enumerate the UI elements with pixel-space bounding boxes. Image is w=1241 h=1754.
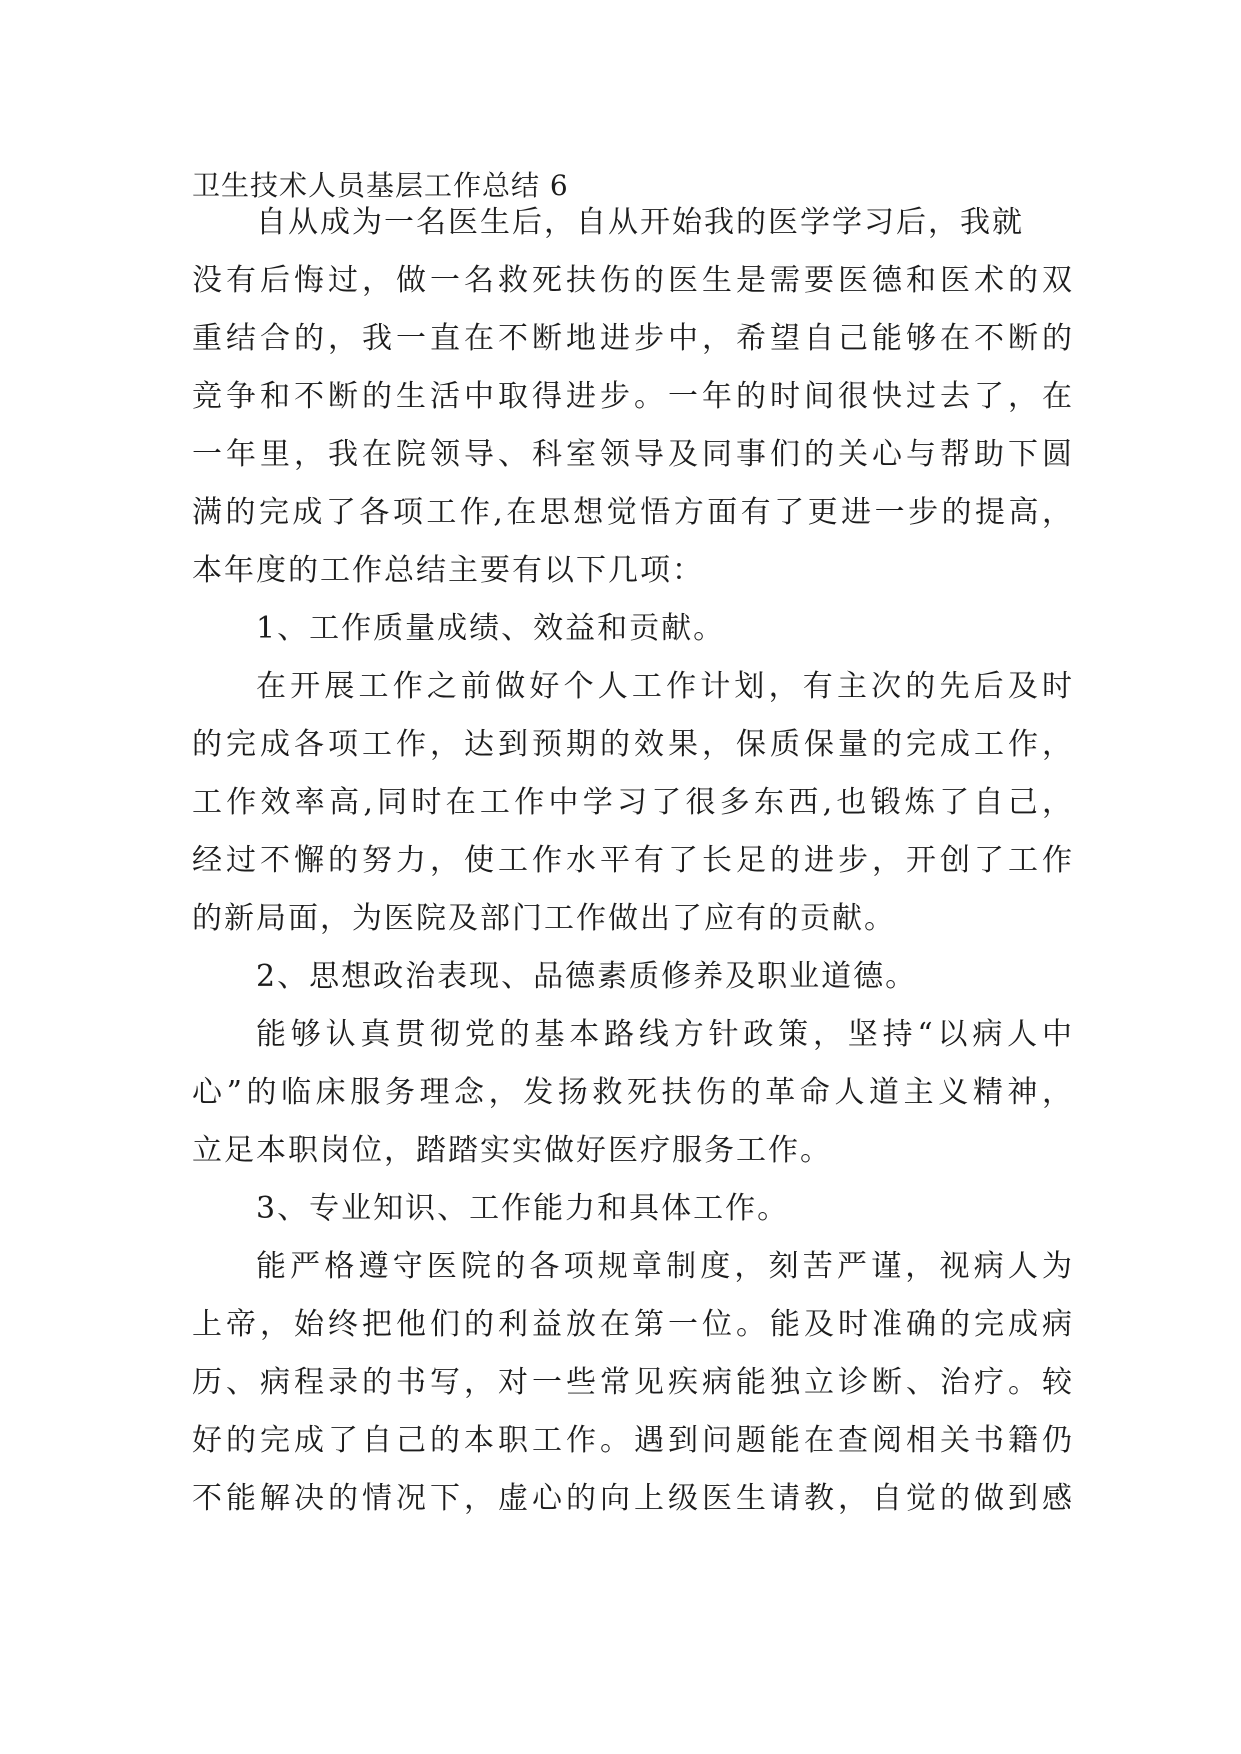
text-line-11: 工作效率高,同时在工作中学习了很多东西,也锻炼了自己，	[192, 785, 1072, 820]
text-line-16: 心”的临床服务理念，发扬救死扶伤的革命人道主义精神，	[192, 1075, 1072, 1110]
section-heading-2: 2、思想政治表现、品德素质修养及职业道德。	[256, 959, 918, 994]
text-line-22: 好的完成了自己的本职工作。遇到问题能在查阅相关书籍仍	[192, 1423, 1072, 1458]
section-heading-1: 1、工作质量成绩、效益和贡献。	[256, 611, 726, 646]
text-line-3: 重结合的，我一直在不断地进步中，希望自己能够在不断的	[192, 321, 1072, 356]
text-line-12: 经过不懈的努力，使工作水平有了长足的进步，开创了工作	[192, 843, 1072, 878]
text-line-2: 没有后悔过，做一名救死扶伤的医生是需要医德和医术的双	[192, 263, 1072, 298]
section-heading-3: 3、专业知识、工作能力和具体工作。	[256, 1191, 790, 1226]
text-line-9: 在开展工作之前做好个人工作计划，有主次的先后及时	[256, 669, 1072, 704]
text-line-10: 的完成各项工作，达到预期的效果，保质保量的完成工作，	[192, 727, 1072, 762]
document-title: 卫生技术人员基层工作总结 6	[192, 169, 569, 202]
text-line-17: 立足本职岗位，踏踏实实做好医疗服务工作。	[192, 1133, 832, 1168]
text-line-7: 本年度的工作总结主要有以下几项：	[192, 553, 704, 588]
text-line-5: 一年里，我在院领导、科室领导及同事们的关心与帮助下圆	[192, 437, 1072, 472]
text-line-6: 满的完成了各项工作,在思想觉悟方面有了更进一步的提高，	[192, 495, 1072, 530]
text-line-15: 能够认真贯彻党的基本路线方针政策，坚持“以病人中	[256, 1017, 1072, 1052]
text-line-1: 自从成为一名医生后，自从开始我的医学学习后，我就	[256, 205, 1024, 240]
text-line-21: 历、病程录的书写，对一些常见疾病能独立诊断、治疗。较	[192, 1365, 1072, 1400]
text-line-13: 的新局面，为医院及部门工作做出了应有的贡献。	[192, 901, 896, 936]
text-line-19: 能严格遵守医院的各项规章制度，刻苦严谨，视病人为	[256, 1249, 1072, 1284]
text-line-20: 上帝，始终把他们的利益放在第一位。能及时准确的完成病	[192, 1307, 1072, 1342]
text-line-23: 不能解决的情况下，虚心的向上级医生请教，自觉的做到感	[192, 1481, 1072, 1516]
text-line-4: 竞争和不断的生活中取得进步。一年的时间很快过去了，在	[192, 379, 1072, 414]
